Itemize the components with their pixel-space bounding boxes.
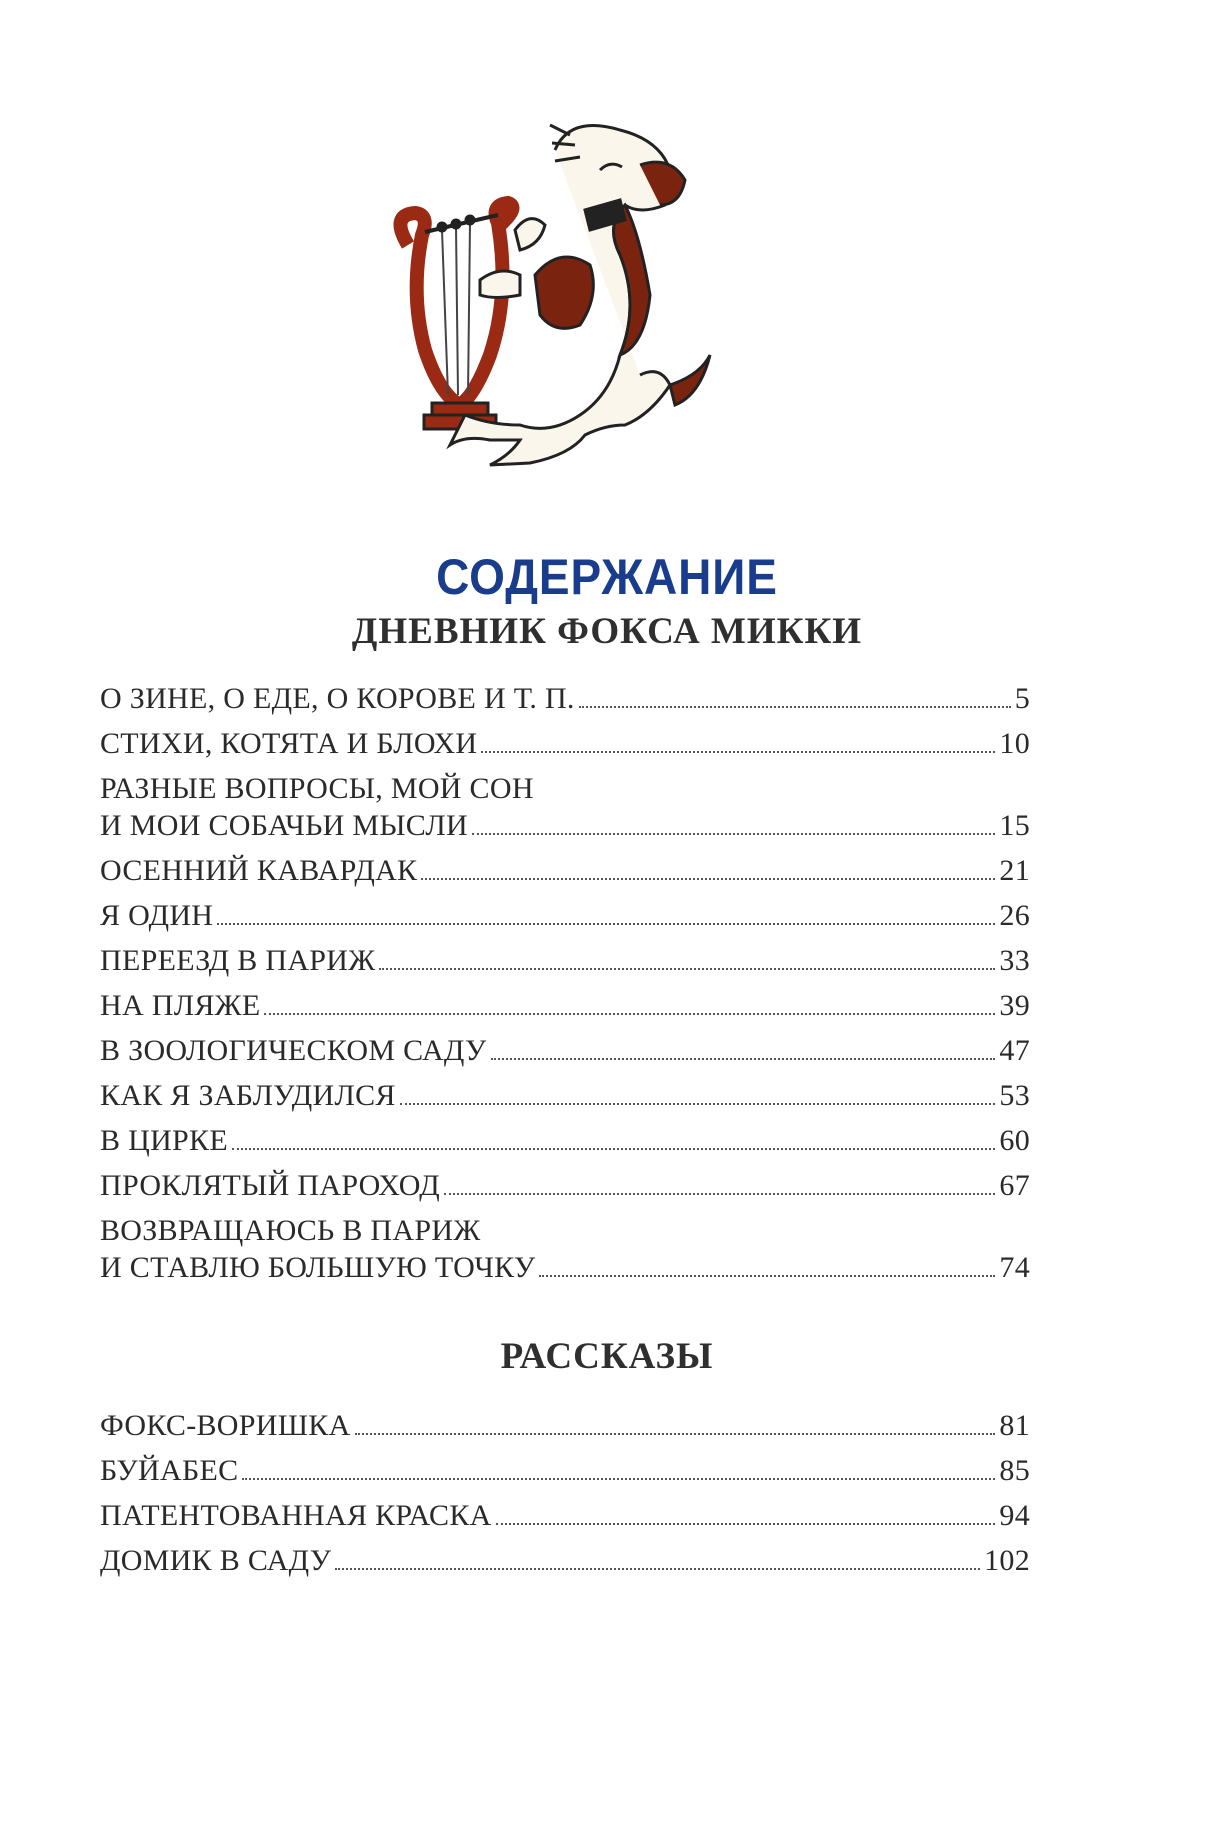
leader-dots: [232, 1148, 995, 1150]
toc-entry-title: О ЗИНЕ, О ЕДЕ, О КОРОВЕ И Т. П.: [100, 682, 575, 715]
toc-entry-title: ОСЕННИЙ КАВАРДАК: [100, 854, 418, 887]
toc-entry[interactable]: [100, 1077, 1030, 1114]
toc-entry[interactable]: [100, 1032, 1030, 1069]
leader-dots: [491, 1058, 996, 1060]
toc-entry-title: ДОМИК В САДУ: [100, 1544, 332, 1577]
toc-entry[interactable]: [100, 725, 1030, 762]
leader-dots: [444, 1193, 995, 1195]
leader-dots: [379, 968, 995, 970]
toc-entry[interactable]: [100, 1497, 1030, 1534]
toc-entry-title: ВОЗВРАЩАЮСЬ В ПАРИЖ: [100, 1214, 481, 1247]
leader-dots: [264, 1013, 995, 1015]
leader-dots: [217, 923, 995, 925]
lyre-icon: [400, 203, 512, 429]
leader-dots: [539, 1275, 995, 1277]
toc-entry[interactable]: [100, 1122, 1030, 1159]
toc-list-diary: [100, 680, 1030, 1294]
dog-with-lyre-illustration: [370, 95, 850, 525]
leader-dots: [400, 1103, 996, 1105]
toc-entry-page: 5: [1014, 682, 1030, 715]
leader-dots: [421, 878, 995, 880]
leader-dots: [579, 706, 1011, 708]
toc-entry[interactable]: [100, 770, 1030, 844]
toc-entry[interactable]: [100, 1542, 1030, 1579]
toc-entry-page: 53: [999, 1079, 1030, 1112]
toc-entry-title: НА ПЛЯЖЕ: [100, 989, 261, 1022]
toc-entry[interactable]: [100, 987, 1030, 1024]
toc-entry-page: 47: [999, 1034, 1030, 1067]
toc-entry-page: 85: [999, 1454, 1030, 1487]
toc-entry-page: 94: [999, 1499, 1030, 1532]
toc-entry[interactable]: [100, 1452, 1030, 1489]
toc-entry-title: И МОИ СОБАЧЬИ МЫСЛИ: [100, 809, 468, 842]
section-heading-stories: РАССКАЗЫ: [500, 1336, 714, 1377]
toc-entry-title: И СТАВЛЮ БОЛЬШУЮ ТОЧКУ: [100, 1251, 536, 1284]
leader-dots: [481, 751, 995, 753]
toc-entry[interactable]: [100, 942, 1030, 979]
toc-entry[interactable]: [100, 1212, 1030, 1286]
toc-entry-page: 10: [999, 727, 1030, 760]
toc-entry-page: 81: [999, 1409, 1030, 1442]
toc-entry-title: ПЕРЕЕЗД В ПАРИЖ: [100, 944, 376, 977]
toc-entry-page: 74: [999, 1251, 1030, 1284]
toc-entry-title: В ЦИРКЕ: [100, 1124, 228, 1157]
toc-entry-title: СТИХИ, КОТЯТА И БЛОХИ: [100, 727, 478, 760]
toc-entry[interactable]: [100, 1407, 1030, 1444]
toc-entry[interactable]: [100, 897, 1030, 934]
toc-entry-title: Я ОДИН: [100, 899, 214, 932]
toc-list-stories: [100, 1407, 1030, 1587]
leader-dots: [242, 1478, 995, 1480]
leader-dots: [472, 833, 995, 835]
toc-entry-page: 26: [999, 899, 1030, 932]
toc-entry-page: 60: [999, 1124, 1030, 1157]
toc-entry-title: БУЙАБЕС: [100, 1454, 239, 1487]
leader-dots: [335, 1568, 980, 1570]
toc-entry-title: ПАТЕНТОВАННАЯ КРАСКА: [100, 1499, 492, 1532]
leader-dots: [355, 1433, 996, 1435]
toc-entry-title: ФОКС-ВОРИШКА: [100, 1409, 351, 1442]
toc-entry-title: В ЗООЛОГИЧЕСКОМ САДУ: [100, 1034, 487, 1067]
toc-entry[interactable]: [100, 1167, 1030, 1204]
toc-entry-page: 21: [999, 854, 1030, 887]
section-heading-diary: ДНЕВНИК ФОКСА МИККИ: [351, 611, 863, 652]
toc-entry-page: 102: [984, 1544, 1030, 1577]
toc-entry-title: ПРОКЛЯТЫЙ ПАРОХОД: [100, 1169, 440, 1202]
toc-entry-page: 15: [999, 809, 1030, 842]
toc-entry[interactable]: [100, 680, 1030, 717]
leader-dots: [496, 1523, 996, 1525]
toc-entry-title: КАК Я ЗАБЛУДИЛСЯ: [100, 1079, 396, 1112]
toc-entry-page: 39: [999, 989, 1030, 1022]
toc-entry-title: РАЗНЫЕ ВОПРОСЫ, МОЙ СОН: [100, 772, 534, 805]
toc-entry[interactable]: [100, 852, 1030, 889]
toc-entry-page: 67: [999, 1169, 1030, 1202]
page-title: СОДЕРЖАНИЕ: [436, 549, 778, 605]
toc-entry-page: 33: [999, 944, 1030, 977]
